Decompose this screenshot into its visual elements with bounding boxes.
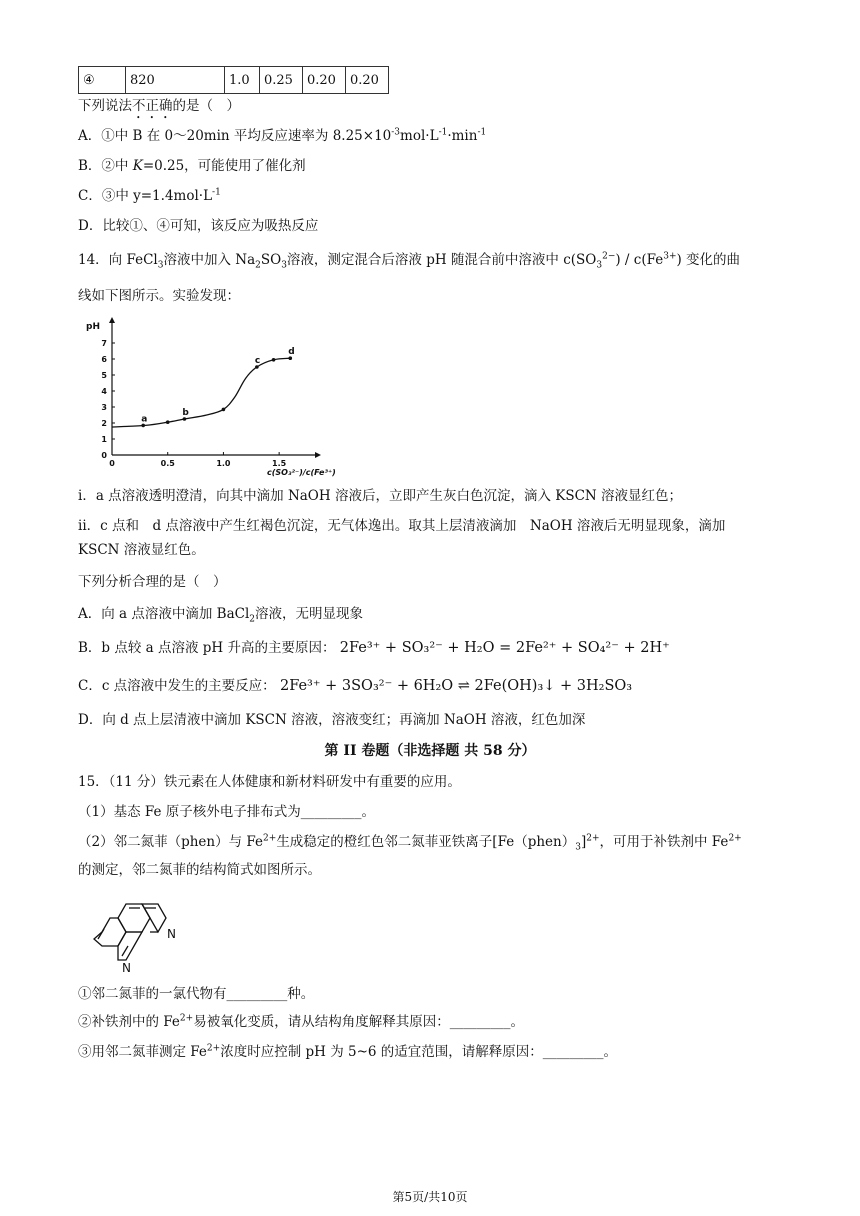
q13-stem: 下列说法不正确的是（ ） bbox=[78, 98, 240, 114]
q14-observation-ii-cont: KSCN 溶液显红色。 bbox=[78, 542, 205, 558]
table-cell: 0.20 bbox=[303, 67, 346, 94]
nitrogen-label-bottom: N bbox=[122, 961, 131, 975]
table-cell: 1.0 bbox=[225, 67, 260, 94]
q15-part2-line2: 的测定，邻二氮菲的结构简式如图所示。 bbox=[78, 862, 321, 878]
y-axis-arrow bbox=[109, 317, 115, 323]
equation-b: 2Fe³⁺ + SO₃²⁻ + H₂O = 2Fe²⁺ + SO₄²⁻ + 2H⁺ bbox=[339, 640, 670, 656]
y-tick-label: 3 bbox=[101, 403, 107, 412]
q14-option-a: A．向 a 点溶液中滴加 BaCl$_2$溶液，无明显现象 bbox=[78, 606, 364, 625]
x-tick-label: 0 bbox=[109, 459, 115, 468]
y-axis-label: pH bbox=[86, 322, 100, 332]
nitrogen-label-right: N bbox=[167, 927, 176, 941]
table-cell: 820 bbox=[126, 67, 225, 94]
page-footer: 第5页/共10页 bbox=[392, 1190, 468, 1204]
q14-option-c: C．c 点溶液中发生的主要反应： 2Fe³⁺ + 3SO₃²⁻ + 6H₂O ⇌ 2Fe(OH)₃↓ + 3H₂SO₃ bbox=[78, 678, 633, 694]
x-tick-label: 0.5 bbox=[160, 459, 175, 468]
q14-observation-ii: ii．c 点和 d 点溶液中产生红褐色沉淀，无气体逸出。取其上层清液滴加 NaOH 溶液后无明显现象，滴加 bbox=[78, 518, 726, 534]
y-tick-label: 2 bbox=[101, 419, 107, 428]
y-tick-label: 4 bbox=[101, 387, 107, 396]
q14-question: 下列分析合理的是（ ） bbox=[78, 574, 227, 590]
ph-curve-chart bbox=[82, 320, 336, 477]
ph-curve bbox=[112, 358, 290, 427]
q15-sub2: ②补铁剂中的 $Fe^{2+}$易被氧化变质，请从结构角度解释其原因：_________。 bbox=[78, 1013, 524, 1030]
data-point bbox=[272, 358, 276, 362]
x-axis-label: c(SO₃²⁻)/c(Fe³⁺) bbox=[267, 468, 336, 477]
equation-c: 2Fe³⁺ + 3SO₃²⁻ + 6H₂O ⇌ 2Fe(OH)₃↓ + 3H₂SO₃ bbox=[279, 678, 633, 694]
q13-option-a: A．①中 B 在 0～20min 平均反应速率为 $8.25\times 10^{-3}mol\cdot L^{-1}\cdot\min^{-1}$ bbox=[78, 127, 487, 144]
data-point bbox=[222, 408, 226, 412]
table-cell: 0.25 bbox=[260, 67, 303, 94]
x-tick-label: 1.5 bbox=[272, 459, 287, 468]
point-label-d: d bbox=[288, 347, 295, 358]
q13-option-c: C．③中 $y=1.4mol\cdot L^{-1}$ bbox=[78, 187, 221, 204]
x-axis-arrow bbox=[315, 452, 321, 458]
q14-stem-line1: 14．向 FeCl$_3$溶液中加入 $Na_2SO_3$溶液，测定混合后溶液 pH 随混合前中溶液中 $c(SO_3^{2-}) / c(Fe^{3+})$ 变化的曲 bbox=[78, 251, 741, 271]
q15-sub1: ①邻二氮菲的一氯代物有_________种。 bbox=[78, 986, 315, 1002]
y-tick-label: 0 bbox=[101, 451, 107, 460]
table-cell: ④ bbox=[79, 67, 126, 94]
table-cell: 0.20 bbox=[346, 67, 389, 94]
q15-part1: （1）基态 Fe 原子核外电子排布式为_________。 bbox=[78, 804, 376, 820]
data-point bbox=[166, 420, 170, 424]
q15-part2-line1: （2）邻二氮菲（phen）与 $Fe^{2+}$生成稳定的橙红色邻二氮菲亚铁离子$[Fe(phen)_3]^{2+}$，可用于补铁剂中 $Fe^{2+}$ bbox=[78, 833, 742, 853]
q15-sub3: ③用邻二氮菲测定 $Fe^{2+}$浓度时应控制 pH 为 5~6 的适宜范围，请解释原因：_________。 bbox=[78, 1043, 618, 1060]
q13-option-b: B．②中 K=0.25，可能使用了催化剂 bbox=[78, 158, 306, 174]
q13-option-d: D．比较①、④可知，该反应为吸热反应 bbox=[78, 218, 319, 234]
q14-observation-i: i．a 点溶液透明澄清，向其中滴加 NaOH 溶液后，立即产生灰白色沉淀，滴入 KSCN 溶液显红色； bbox=[78, 488, 682, 504]
y-tick-label: 6 bbox=[101, 355, 107, 364]
point-label-c: c bbox=[254, 356, 261, 366]
point-label-a: a bbox=[141, 414, 148, 425]
q14-option-d: D．向 d 点上层清液中滴加 KSCN 溶液，溶液变红；再滴加 NaOH 溶液，红色加深 bbox=[78, 712, 586, 728]
section-title: 第 II 卷题（非选择题 共 58 分） bbox=[324, 743, 536, 759]
table-row bbox=[79, 67, 389, 94]
phenanthroline-structure bbox=[88, 894, 188, 979]
data-table-row bbox=[78, 66, 389, 94]
point-label-b: b bbox=[182, 408, 189, 418]
x-tick-label: 1.0 bbox=[216, 459, 231, 468]
y-tick-label: 5 bbox=[101, 371, 107, 380]
q14-option-b: B．b 点较 a 点溶液 pH 升高的主要原因： 2Fe³⁺ + SO₃²⁻ + H₂O = 2Fe²⁺ + SO₄²⁻ + 2H⁺ bbox=[78, 640, 670, 656]
y-tick-label: 7 bbox=[101, 339, 107, 348]
y-tick-label: 1 bbox=[101, 435, 107, 444]
q15-stem: 15．（11 分）铁元素在人体健康和新材料研发中有重要的应用。 bbox=[78, 774, 461, 790]
q14-stem-line2: 线如下图所示。实验发现： bbox=[78, 288, 240, 304]
